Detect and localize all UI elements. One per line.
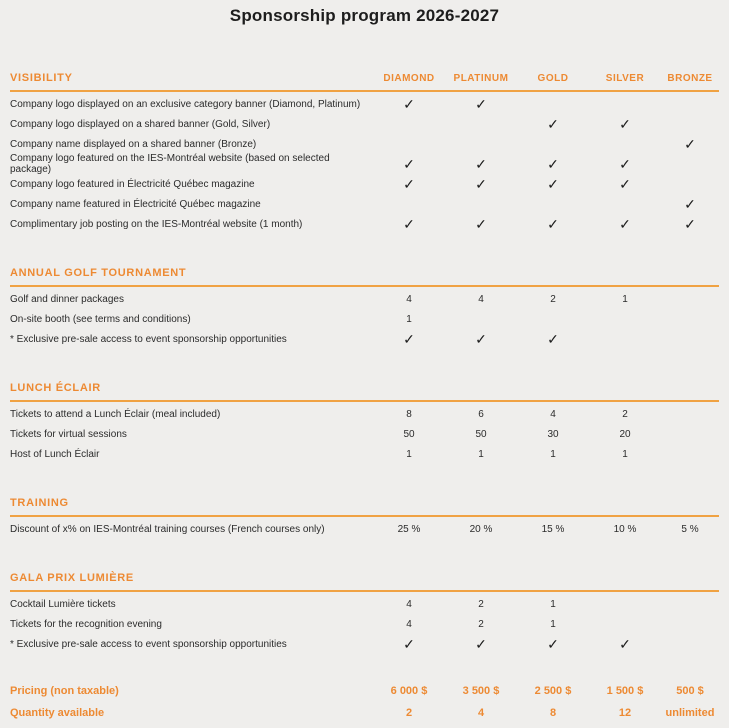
section-training [10, 497, 719, 539]
table-row [10, 519, 719, 539]
table-row [10, 634, 719, 654]
cell-value: 4 [478, 293, 484, 305]
cell-value: 1 [622, 448, 628, 460]
section-lunch-clair [10, 382, 719, 464]
cell-value: 2 [405, 707, 413, 719]
cell-value: 6 [478, 408, 484, 420]
cell-value: 1 [622, 293, 628, 305]
cell-value: 4 [406, 618, 412, 630]
cell-value: 1 [550, 598, 556, 610]
row-label: Host of Lunch Éclair [10, 448, 100, 460]
cell-value: 2 [478, 598, 484, 610]
row-label: * Exclusive pre-sale access to event sponsorship opportunities [10, 638, 287, 650]
pricing-row [10, 680, 719, 702]
row-label: Golf and dinner packages [10, 293, 124, 305]
section-title: GALA PRIX LUMIÈRE [10, 572, 134, 584]
section-rows [10, 92, 719, 234]
check-icon: ✓ [619, 176, 631, 192]
row-label: Cocktail Lumière tickets [10, 598, 116, 610]
check-icon: ✓ [547, 176, 559, 192]
check-icon: ✓ [403, 156, 415, 172]
cell-value: 4 [477, 707, 485, 719]
table-row [10, 594, 719, 614]
table-row [10, 174, 719, 194]
cell-value: 1 [406, 313, 412, 325]
section-rows [10, 592, 719, 654]
section-rows [10, 287, 719, 349]
check-icon: ✓ [547, 636, 559, 652]
check-icon: ✓ [684, 216, 696, 232]
column-header-gold: GOLD [537, 73, 569, 84]
row-label: Company logo displayed on an exclusive category banner (Diamond, Platinum) [10, 98, 361, 110]
table-row [10, 154, 719, 174]
check-icon: ✓ [403, 216, 415, 232]
section-rows [10, 402, 719, 464]
cell-value: 12 [618, 707, 632, 719]
column-header-platinum: PLATINUM [453, 73, 509, 84]
check-icon: ✓ [475, 96, 487, 112]
section-header [10, 72, 719, 92]
check-icon: ✓ [619, 116, 631, 132]
cell-value: 4 [406, 293, 412, 305]
cell-value: 20 % [469, 523, 493, 535]
cell-value: 1 [406, 448, 412, 460]
row-label: Company name displayed on a shared banner (Bronze) [10, 138, 257, 150]
check-icon: ✓ [475, 216, 487, 232]
cell-value: 3 500 $ [462, 685, 500, 697]
cell-value: 4 [406, 598, 412, 610]
section-rows [10, 517, 719, 539]
section-header [10, 572, 719, 592]
section-gala-prix-lumi-re [10, 572, 719, 654]
page-title: Sponsorship program 2026-2027 [229, 6, 500, 25]
row-label: Pricing (non taxable) [10, 685, 119, 697]
cell-value: 8 [549, 707, 557, 719]
table-row [10, 94, 719, 114]
table-row [10, 444, 719, 464]
table-row [10, 214, 719, 234]
check-icon: ✓ [619, 156, 631, 172]
check-icon: ✓ [547, 156, 559, 172]
section-header [10, 382, 719, 402]
column-header-silver: SILVER [605, 73, 645, 84]
cell-value: 30 [547, 428, 559, 440]
check-icon: ✓ [403, 331, 415, 347]
row-label: Tickets for the recognition evening [10, 618, 162, 630]
row-label: Tickets for virtual sessions [10, 428, 127, 440]
check-icon: ✓ [475, 176, 487, 192]
table-row [10, 114, 719, 134]
cell-value: 2 500 $ [534, 685, 572, 697]
row-label: Quantity available [10, 707, 105, 719]
section-visibility [10, 72, 719, 234]
check-icon: ✓ [684, 136, 696, 152]
cell-value: 50 [475, 428, 487, 440]
table-row [10, 614, 719, 634]
section-title: VISIBILITY [10, 72, 73, 84]
check-icon: ✓ [547, 116, 559, 132]
cell-value: 500 $ [676, 685, 704, 697]
table-row [10, 289, 719, 309]
section-header [10, 267, 719, 287]
section-header [10, 497, 719, 517]
section-title: LUNCH ÉCLAIR [10, 382, 101, 394]
cell-value: 50 [403, 428, 415, 440]
cell-value: 1 [478, 448, 484, 460]
check-icon: ✓ [403, 96, 415, 112]
cell-value: 1 500 $ [606, 685, 644, 697]
check-icon: ✓ [684, 196, 696, 212]
cell-value: 15 % [541, 523, 565, 535]
check-icon: ✓ [475, 156, 487, 172]
cell-value: 5 % [681, 523, 699, 535]
table-row [10, 404, 719, 424]
check-icon: ✓ [403, 636, 415, 652]
cell-value: 6 000 $ [390, 685, 428, 697]
cell-value: 25 % [397, 523, 421, 535]
row-label: Complimentary job posting on the IES-Montréal website (1 month) [10, 218, 303, 230]
check-icon: ✓ [475, 636, 487, 652]
row-label: Company logo displayed on a shared banner (Gold, Silver) [10, 118, 271, 130]
sections-container [10, 72, 719, 654]
cell-value: 20 [619, 428, 631, 440]
cell-value: 10 % [613, 523, 637, 535]
check-icon: ✓ [547, 331, 559, 347]
column-header-bronze: BRONZE [667, 73, 713, 84]
row-label: Discount of x% on IES-Montréal training courses (French courses only) [10, 523, 325, 535]
cell-value: 2 [622, 408, 628, 420]
row-label: Company logo featured in Électricité Québec magazine [10, 178, 255, 190]
row-label: Company name featured in Électricité Québec magazine [10, 198, 261, 210]
check-icon: ✓ [475, 331, 487, 347]
cell-value: 1 [550, 618, 556, 630]
cell-value: 2 [550, 293, 556, 305]
section-title: TRAINING [10, 497, 69, 509]
quantity-row [10, 702, 719, 724]
cell-value: 2 [478, 618, 484, 630]
table-row [10, 309, 719, 329]
cell-value: 4 [550, 408, 556, 420]
row-label: On-site booth (see terms and conditions) [10, 313, 191, 325]
section-annual-golf-tournament [10, 267, 719, 349]
row-label: Tickets to attend a Lunch Éclair (meal included) [10, 408, 221, 420]
check-icon: ✓ [403, 176, 415, 192]
section-title: ANNUAL GOLF TOURNAMENT [10, 267, 187, 279]
row-label: Company logo featured on the IES-Montréal website (based on selected package) [10, 153, 330, 175]
pricing-footer [10, 680, 719, 724]
table-row [10, 424, 719, 444]
cell-value: 1 [550, 448, 556, 460]
column-header-diamond: DIAMOND [383, 73, 435, 84]
row-label: * Exclusive pre-sale access to event sponsorship opportunities [10, 333, 287, 345]
cell-value: 8 [406, 408, 412, 420]
check-icon: ✓ [547, 216, 559, 232]
check-icon: ✓ [619, 636, 631, 652]
table-row [10, 134, 719, 154]
table-row [10, 194, 719, 214]
table-row [10, 329, 719, 349]
cell-value: unlimited [665, 707, 715, 719]
check-icon: ✓ [619, 216, 631, 232]
